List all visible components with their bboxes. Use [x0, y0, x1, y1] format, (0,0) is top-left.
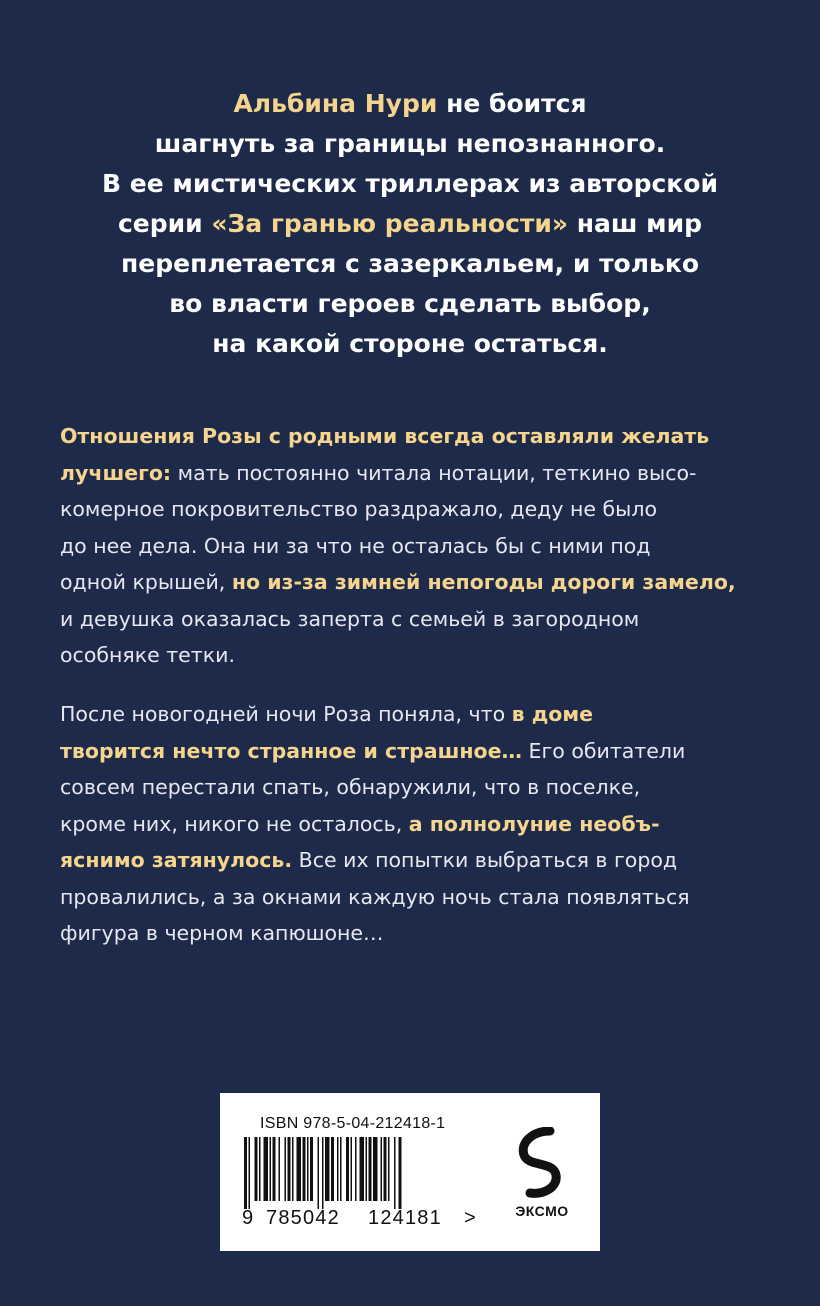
highlighted-text: творится нечто странное и страшное…: [60, 738, 523, 763]
barcode-bar: [273, 1137, 276, 1201]
text-fragment: кроме них, никого не осталось,: [60, 811, 409, 836]
text-line: комерное покровительство раздражало, деду не было: [60, 497, 658, 521]
barcode-bar: [331, 1137, 334, 1201]
series-name: «За гранью реальности»: [211, 209, 569, 238]
barcode-bar: [366, 1137, 368, 1201]
eksmo-logo-icon: [510, 1127, 574, 1199]
intro-line: переплетается с зазеркальем, и только: [121, 249, 699, 278]
barcode-bar: [318, 1137, 320, 1209]
text-line: [60, 696, 760, 733]
barcode-bar: [259, 1137, 261, 1201]
highlighted-text: в доме: [511, 702, 594, 726]
barcode-bar: [351, 1137, 353, 1201]
barcode-bar: [307, 1137, 309, 1201]
barcode-bar: [249, 1137, 251, 1209]
intro-line: во власти героев сделать выбор,: [169, 289, 651, 318]
barcode-arrow: >: [464, 1207, 476, 1229]
intro-line: шагнуть за границы непознанного.: [154, 129, 666, 158]
barcode-bar: [297, 1137, 302, 1201]
highlighted-text: но из-за зимней непогоды дороги замело,: [231, 570, 736, 594]
highlighted-text: а полнолуние необъ-: [408, 811, 660, 836]
barcode-bar: [325, 1137, 330, 1201]
text-line: фигура в черном капюшоне…: [60, 921, 384, 945]
text-line: [60, 418, 760, 455]
intro-line: [40, 84, 780, 124]
text-fragment: После новогодней ночи Роза поняла, что: [60, 702, 512, 726]
barcode-bar: [388, 1137, 390, 1201]
text-line: провалились, а за окнами каждую ночь стала появляться: [60, 884, 690, 909]
intro-text-fragment: наш мир: [568, 209, 703, 238]
synopsis-paragraph-2: [60, 696, 760, 952]
text-line: совсем перестали спать, обнаружили, что в поселке,: [60, 775, 641, 799]
intro-line: В ее мистических триллерах из авторской: [102, 169, 718, 198]
synopsis-paragraph-1: [60, 418, 760, 674]
publisher-name: ЭКСМО: [515, 1203, 569, 1219]
intro-line: [40, 204, 780, 244]
barcode-digits-group-2: 124181: [368, 1207, 442, 1229]
intro-line: на какой стороне остаться.: [212, 329, 608, 358]
text-fragment: Его обитатели: [522, 738, 686, 763]
barcode-digits-group-1: 785042: [266, 1207, 340, 1229]
highlighted-text: Отношения Розы с родными всегда оставляли желать: [60, 424, 710, 448]
barcode-bar: [264, 1137, 269, 1201]
text-line: [60, 564, 760, 601]
barcode-bar: [360, 1137, 365, 1201]
intro-text: [40, 84, 780, 364]
text-line: [60, 806, 760, 843]
barcode-bar: [340, 1137, 342, 1201]
text-fragment: одной крышей,: [60, 570, 232, 594]
barcode-bar: [399, 1137, 402, 1209]
text-line: особняке тетки.: [60, 643, 235, 667]
barcode-bar: [373, 1137, 378, 1201]
text-line: и девушка оказалась заперта с семьей в загородном: [60, 606, 640, 631]
intro-text-fragment: серии: [117, 209, 212, 238]
barcode-bar: [292, 1137, 294, 1201]
text-fragment: мать постоянно читала нотации, теткино высо-: [171, 460, 697, 485]
intro-text-fragment: не боится: [437, 89, 587, 118]
isbn-number: ISBN 978-5-04-212418-1: [260, 1115, 446, 1132]
barcode-bar: [394, 1137, 396, 1209]
barcode-bar: [355, 1137, 357, 1201]
barcode-bar: [303, 1137, 306, 1201]
barcode-panel: [220, 1093, 600, 1251]
text-fragment: Все их попытки выбраться в город: [292, 848, 678, 872]
barcode-icon: [242, 1137, 464, 1209]
barcode-bar: [244, 1137, 247, 1209]
barcode-bar: [381, 1137, 383, 1201]
barcode-bar: [346, 1137, 349, 1201]
barcode-bar: [285, 1137, 287, 1201]
barcode-bar: [279, 1137, 281, 1201]
barcode-bar: [270, 1137, 272, 1201]
text-line: [60, 455, 760, 492]
text-line: до нее дела. Она ни за что не осталась бы с ними под: [60, 533, 651, 558]
barcode-bar: [288, 1137, 291, 1201]
barcode-bar: [337, 1137, 339, 1201]
barcode-bar: [369, 1137, 372, 1201]
author-name: Альбина Нури: [233, 89, 438, 118]
highlighted-text: яснимо затянулось.: [60, 848, 293, 872]
barcode-bar: [384, 1137, 387, 1201]
text-line: [60, 733, 760, 770]
barcode-bar: [322, 1137, 324, 1209]
text-line: [60, 842, 760, 879]
barcode-bar: [255, 1137, 258, 1201]
barcode-digit-first: 9: [242, 1207, 254, 1229]
highlighted-text: лучшего:: [60, 460, 172, 485]
barcode-bar: [310, 1137, 313, 1201]
